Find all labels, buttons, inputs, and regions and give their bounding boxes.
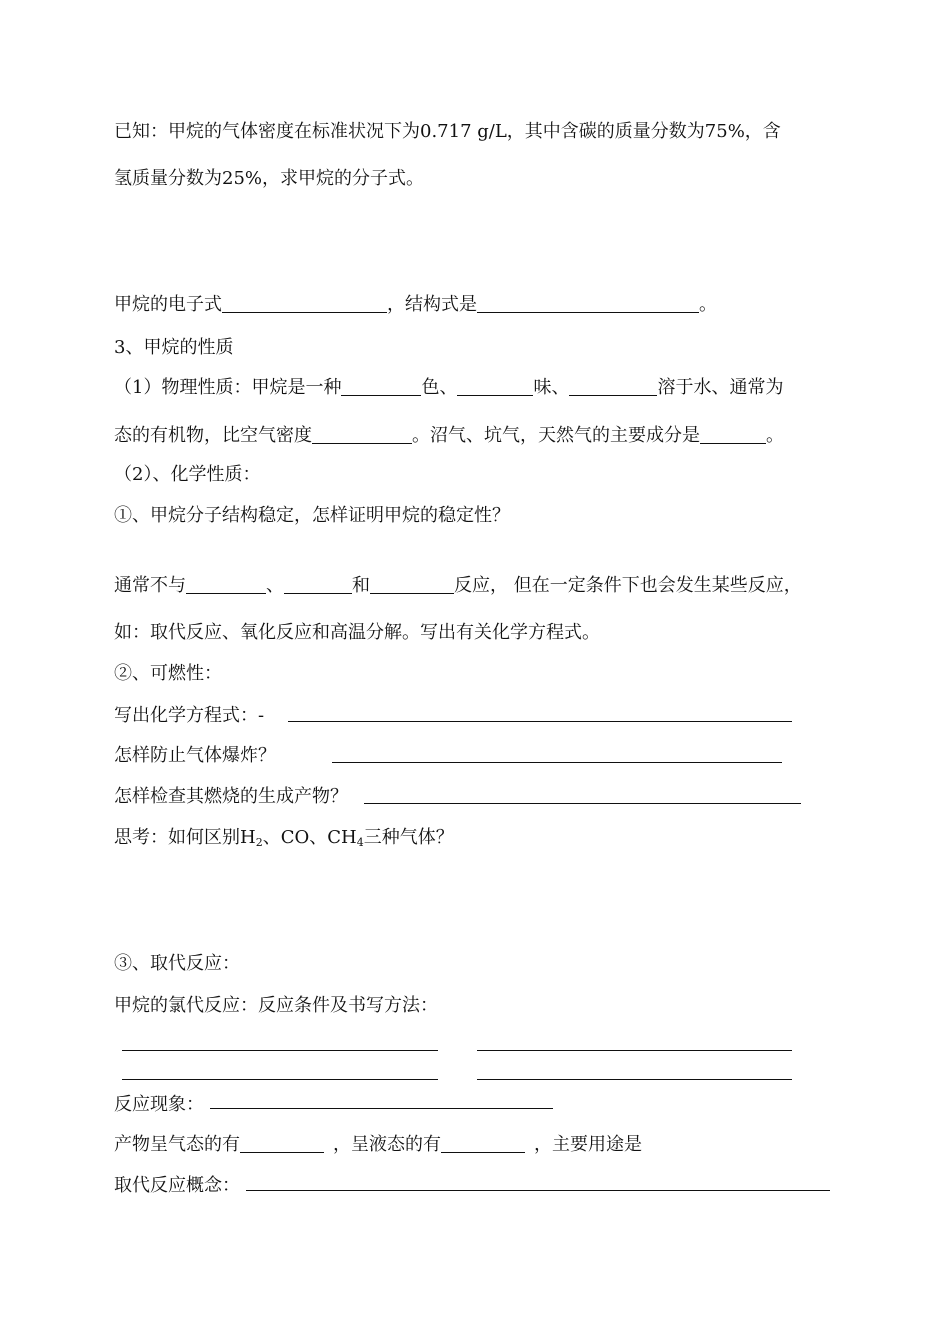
color-blank[interactable] (341, 377, 421, 396)
concept-label: 取代反应概念： (114, 1175, 240, 1196)
electron-formula-line (114, 293, 717, 317)
gaseous-products-blank[interactable] (240, 1134, 324, 1153)
physical-text-b: 色、 (421, 377, 458, 398)
reagent-blank-3[interactable] (370, 575, 454, 594)
electron-end: 。 (699, 294, 717, 315)
chlorination-method: 甲烷的氯代反应：反应条件及书写方法： (114, 995, 438, 1016)
combustion-equation-label: 写出化学方程式：- (114, 705, 265, 726)
product-check-question: 怎样检查其燃烧的生成产物？ (114, 786, 348, 807)
stability-text-d: 反应， 但在一定条件下也会发生某些反应， (454, 575, 802, 596)
combustion-equation-blank[interactable] (288, 721, 792, 722)
product-check-blank[interactable] (364, 803, 801, 804)
think-text-a: 思考：如何区别H (114, 827, 256, 848)
combustion-title: ②、可燃性： (114, 663, 222, 684)
solubility-blank[interactable] (569, 377, 657, 396)
density-blank[interactable] (312, 425, 412, 444)
ch4-subscript: 4 (356, 836, 364, 849)
chem-title: （2）、化学性质： (114, 464, 261, 485)
reaction-blank-3[interactable] (122, 1079, 438, 1080)
reaction-blank-2[interactable] (477, 1050, 792, 1051)
physical-text-g: 。 (766, 425, 784, 446)
think-question (114, 826, 454, 855)
liquid-products-blank[interactable] (441, 1134, 525, 1153)
stability-line-2: 如：取代反应、氧化反应和高温分解。写出有关化学方程式。 (114, 622, 600, 643)
reaction-blank-4[interactable] (477, 1079, 792, 1080)
phenomenon-blank[interactable] (210, 1108, 553, 1109)
stability-text-c: 和 (352, 575, 370, 596)
electron-formula-label: 甲烷的电子式 (114, 294, 222, 315)
explosion-question: 怎样防止气体爆炸？ (114, 745, 276, 766)
main-component-blank[interactable] (700, 425, 766, 444)
stability-text-a: 通常不与 (114, 575, 186, 596)
electron-formula-blank[interactable] (222, 294, 387, 313)
reagent-blank-1[interactable] (186, 575, 266, 594)
physical-line-1 (114, 376, 783, 400)
products-text-a: 产物呈气态的有 (114, 1134, 240, 1155)
reagent-blank-2[interactable] (284, 575, 352, 594)
physical-text-c: 味、 (533, 377, 570, 398)
think-text-c: 三种气体？ (363, 827, 454, 848)
explosion-answer-blank[interactable] (332, 762, 782, 763)
known-line-1: 已知：甲烷的气体密度在标准状况下为0.717 g/L，其中含碳的质量分数为75%，含 (114, 121, 781, 142)
physical-text-d: 溶于水、通常为 (657, 377, 784, 398)
known-line-2: 氢质量分数为25%，求甲烷的分子式。 (114, 168, 425, 189)
products-text-b: ，呈液态的有 (333, 1134, 441, 1155)
physical-text-f: 。沼气、坑气，天然气的主要成分是 (412, 425, 700, 446)
physical-text-e: 态的有机物，比空气密度 (114, 425, 312, 446)
h2-subscript: 2 (255, 836, 263, 849)
structural-formula-blank[interactable] (477, 294, 699, 313)
substitution-title: ③、取代反应： (114, 953, 240, 974)
concept-blank[interactable] (246, 1190, 830, 1191)
products-line (114, 1133, 642, 1157)
stability-question: ①、甲烷分子结构稳定，怎样证明甲烷的稳定性？ (114, 505, 510, 526)
smell-blank[interactable] (457, 377, 533, 396)
products-text-c: ，主要用途是 (534, 1134, 642, 1155)
stability-text-b: 、 (266, 575, 284, 596)
phenomenon-label: 反应现象： (114, 1094, 204, 1115)
stability-line-1 (114, 574, 802, 598)
physical-line-2 (114, 424, 784, 448)
structural-formula-label: ，结构式是 (387, 294, 477, 315)
section-3-heading: 3、甲烷的性质 (114, 337, 234, 358)
reaction-blank-1[interactable] (122, 1050, 438, 1051)
think-text-b: 、CO、CH (262, 827, 357, 848)
physical-text-a: （1）物理性质：甲烷是一种 (114, 377, 342, 398)
